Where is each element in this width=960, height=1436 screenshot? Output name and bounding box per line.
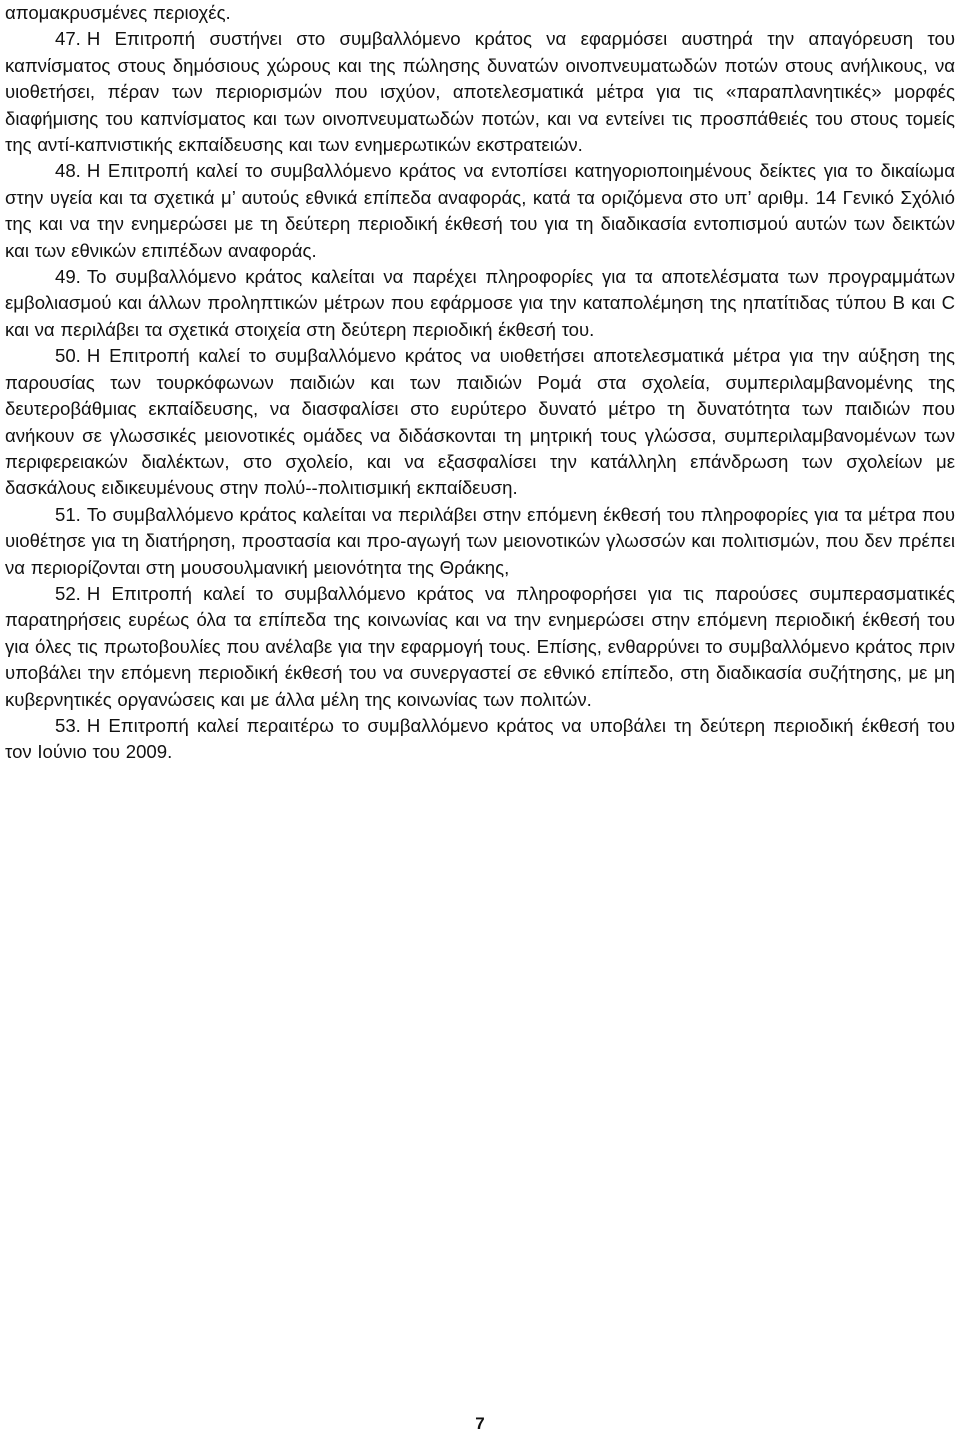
paragraph-49 bbox=[5, 264, 955, 343]
paragraph-47 bbox=[5, 26, 955, 158]
paragraph-text: Η Επιτροπή καλεί περαιτέρω το συμβαλλόμενο κράτος να υποβάλει τη δεύτερη περιοδική έκθεσή του τον Ιούνιο του 2009. bbox=[5, 714, 955, 763]
paragraph-text: Η Επιτροπή καλεί το συμβαλλόμενο κράτος να πληροφορήσει για τις παρούσες συμπερασματικές παρατηρήσεις ευρέως όλα τα επίπεδα της κοινωνίας και να την ενημερώσει στην επόμενη περιοδική έκθεσή του για όλες τις πρωτοβουλίες που ανέλαβε για την εφαρμογή τους. Επίσης, ενθαρρύνει το συμβαλλόμενο κράτος πριν υποβάλει την επόμενη περιοδική έκθεσή του να συνεργαστεί σε εθνικό επίπεδο, στη διαδικασία συζήτησης, με μη κυβερνητικές οργανώσεις και με άλλα μέλη της κοινωνίας των πολιτών. bbox=[5, 582, 955, 710]
paragraph-text: Η Επιτροπή καλεί το συμβαλλόμενο κράτος να υιοθετήσει αποτελεσματικά μέτρα για την αύξηση της παρουσίας των τουρκόφωνων παιδιών και των παιδιών Ρομά στα σχολεία, συμπεριλαμβανομένης της δευτεροβάθμιας εκπαίδευσης, να διασφαλίσει στο ευρύτερο δυνατό μέτρο τη δυνατότητα των παιδιών που ανήκουν σε γλωσσικές μειονοτικές ομάδες να διδάσκονται τη μητρική τους γλώσσα, συμπεριλαμβανομένων των περιφερειακών διαλέκτων, στο σχολείο, και να εξασφαλίσει την κατάλληλη επάνδρωση των σχολείων με δασκάλους ειδικευμένους στην πολύ--πολιτισμική εκπαίδευση. bbox=[5, 345, 955, 499]
paragraph-number: 50. bbox=[55, 345, 81, 367]
paragraph-53 bbox=[5, 713, 955, 766]
page-number: 7 bbox=[475, 1414, 485, 1433]
paragraph-text: Η Επιτροπή καλεί το συμβαλλόμενο κράτος να εντοπίσει κατηγοριοποιημένους δείκτες για το δικαίωμα στην υγεία και τα σχετικά μ’ αυτούς εθνικά επίπεδα αναφοράς, κατά τα οριζόμενα στο υπ’ αριθμ. 14 Γενικό Σχόλιό της και να την ενημερώσει με τη δεύτερη περιοδική έκθεσή του για τη διαδικασία εντοπισμού αυτών των δεικτών και των εθνικών επιπέδων αναφοράς. bbox=[5, 160, 955, 261]
paragraph-text: Το συμβαλλόμενο κράτος καλείται να παρέχει πληροφορίες για τα αποτελέσματα των προγραμμάτων εμβολιασμού και άλλων προληπτικών μέτρων που εφάρμοσε για την καταπολέμηση της ηπατίτιδας τύπου Β και C και να περιλάβει τα σχετικά στοιχεία στη δεύτερη περιοδική έκθεσή του. bbox=[5, 266, 955, 340]
paragraph-text: Το συμβαλλόμενο κράτος καλείται να περιλάβει στην επόμενη έκθεσή του πληροφορίες για τα μέτρα που υιοθέτησε για τη διατήρηση, προστασία και προ-αγωγή των μειονοτικών γλωσσών και πολιτισμών, που δεν πρέπει να περιορίζονται στη μουσουλμανική μειονότητα της Θράκης, bbox=[5, 503, 955, 578]
paragraph-number: 52. bbox=[55, 582, 81, 604]
paragraph-51 bbox=[5, 502, 955, 581]
paragraph-number: 49. bbox=[55, 266, 81, 288]
paragraph-number: 47. bbox=[55, 28, 81, 50]
paragraph-50 bbox=[5, 343, 955, 501]
paragraph-48 bbox=[5, 158, 955, 264]
paragraph-52 bbox=[5, 581, 955, 713]
paragraph-number: 53. bbox=[55, 714, 81, 736]
document-page bbox=[5, 0, 955, 766]
lead-in-text: απομακρυσμένες περιοχές. bbox=[5, 2, 231, 23]
paragraph-number: 51. bbox=[55, 503, 81, 525]
paragraph-text: Η Επιτροπή συστήνει στο συμβαλλόμενο κράτος να εφαρμόσει αυστηρά την απαγόρευση του καπνίσματος στους δημόσιους χώρους και της πώλησης δυνατών οινοπνευματωδών ποτών στους ανήλικους, να υιοθετήσει, πέραν των περιορισμών που ισχύον, αποτελεσματικά μέτρα για τις «παραπλανητικές» μορφές διαφήμισης του καπνίσματος και των οινοπνευματωδών ποτών, και να εντείνει τις προσπάθειές του στους τομείς της αντί-καπνιστικής εκπαίδευσης και των ενημερωτικών εκστρατειών. bbox=[5, 28, 955, 156]
paragraph-number: 48. bbox=[55, 160, 81, 182]
